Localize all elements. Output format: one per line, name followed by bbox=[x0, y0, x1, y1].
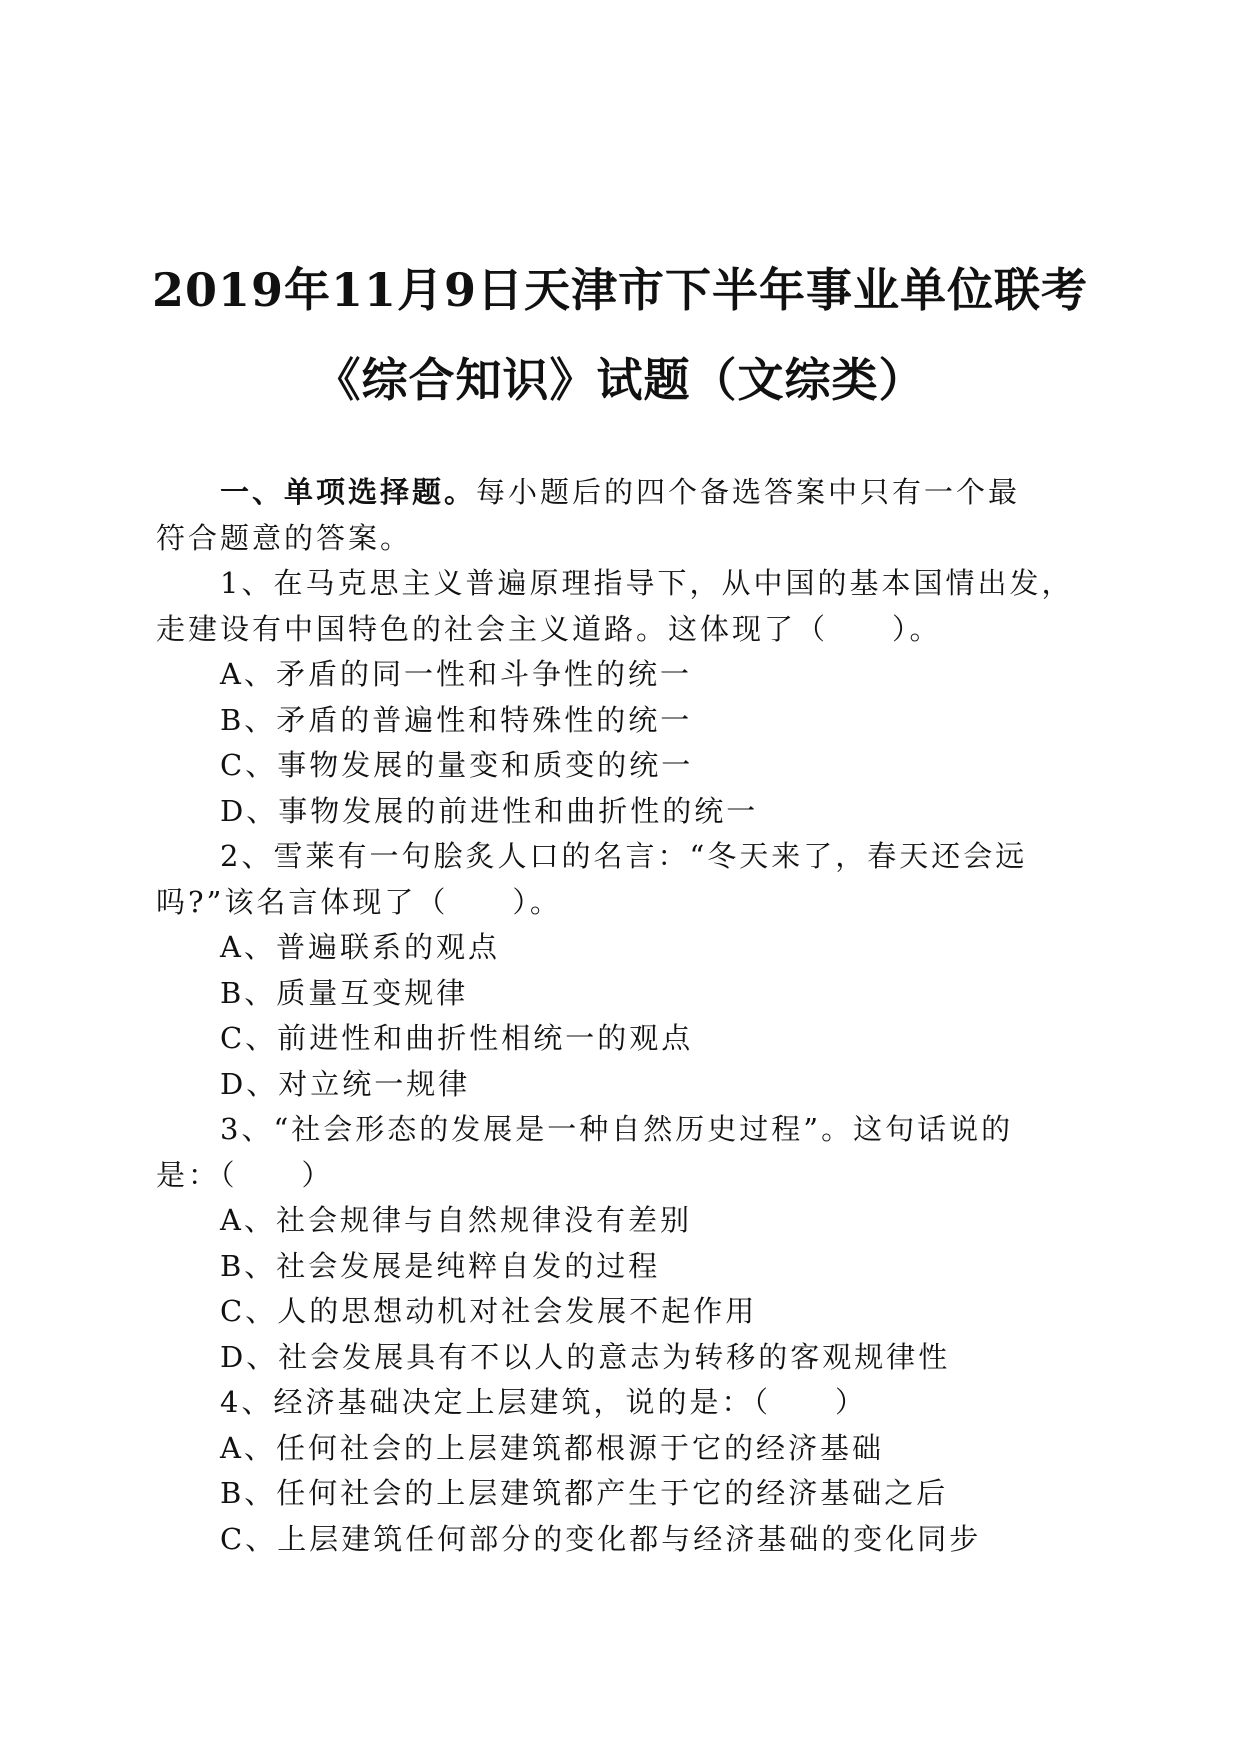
question-3-option-c: C、人的思想动机对社会发展不起作用 bbox=[220, 1294, 758, 1328]
question-3-option-a: A、社会规律与自然规律没有差别 bbox=[220, 1203, 692, 1237]
document-title-line-1: 2019年11月9日天津市下半年事业单位联考 bbox=[151, 263, 1089, 317]
document-title-line-2: 《综合知识》试题（文综类） bbox=[314, 353, 926, 407]
question-1-stem: 1、在马克思主义普遍原理指导下，从中国的基本国情出发， bbox=[220, 566, 1074, 600]
question-1-stem-continued: 走建设有中国特色的社会主义道路。这体现了（ ）。 bbox=[156, 611, 942, 646]
section-intro-continued: 符合题意的答案。 bbox=[156, 520, 413, 555]
question-2-stem-continued: 吗?”该名言体现了（ ）。 bbox=[156, 884, 562, 919]
question-2-option-d: D、对立统一规律 bbox=[220, 1066, 471, 1101]
question-3-option-d: D、社会发展具有不以人的意志为转移的客观规律性 bbox=[220, 1339, 951, 1374]
question-1-option-b: B、矛盾的普遍性和特殊性的统一 bbox=[220, 702, 693, 737]
question-4-option-a: A、任何社会的上层建筑都根源于它的经济基础 bbox=[220, 1430, 884, 1465]
question-3-stem-continued: 是：（ ） bbox=[156, 1157, 334, 1192]
section-heading-line bbox=[156, 470, 1096, 516]
question-1-option-c: C、事物发展的量变和质变的统一 bbox=[220, 748, 694, 782]
question-4-stem: 4、经济基础决定上层建筑，说的是：（ ） bbox=[220, 1385, 867, 1419]
question-1-option-a: A、矛盾的同一性和斗争性的统一 bbox=[220, 657, 692, 691]
question-2-option-c: C、前进性和曲折性相统一的观点 bbox=[220, 1021, 694, 1055]
question-4-option-b: B、任何社会的上层建筑都产生于它的经济基础之后 bbox=[220, 1476, 949, 1510]
question-2-option-a: A、普遍联系的观点 bbox=[220, 930, 500, 964]
question-3-option-b: B、社会发展是纯粹自发的过程 bbox=[220, 1248, 661, 1283]
section-intro: 每小题后的四个备选答案中只有一个最 bbox=[476, 475, 1021, 509]
section-heading: 一、单项选择题。 bbox=[220, 475, 477, 509]
document-body bbox=[156, 470, 1096, 1562]
question-1-option-d: D、事物发展的前进性和曲折性的统一 bbox=[220, 793, 759, 828]
question-2-stem: 2、雪莱有一句脍炙人口的名言：“冬天来了，春天还会远 bbox=[220, 839, 1028, 873]
question-4-option-c: C、上层建筑任何部分的变化都与经济基础的变化同步 bbox=[220, 1521, 982, 1556]
question-3-stem: 3、“社会形态的发展是一种自然历史过程”。这句话说的 bbox=[220, 1112, 1014, 1146]
question-2-option-b: B、质量互变规律 bbox=[220, 975, 469, 1010]
